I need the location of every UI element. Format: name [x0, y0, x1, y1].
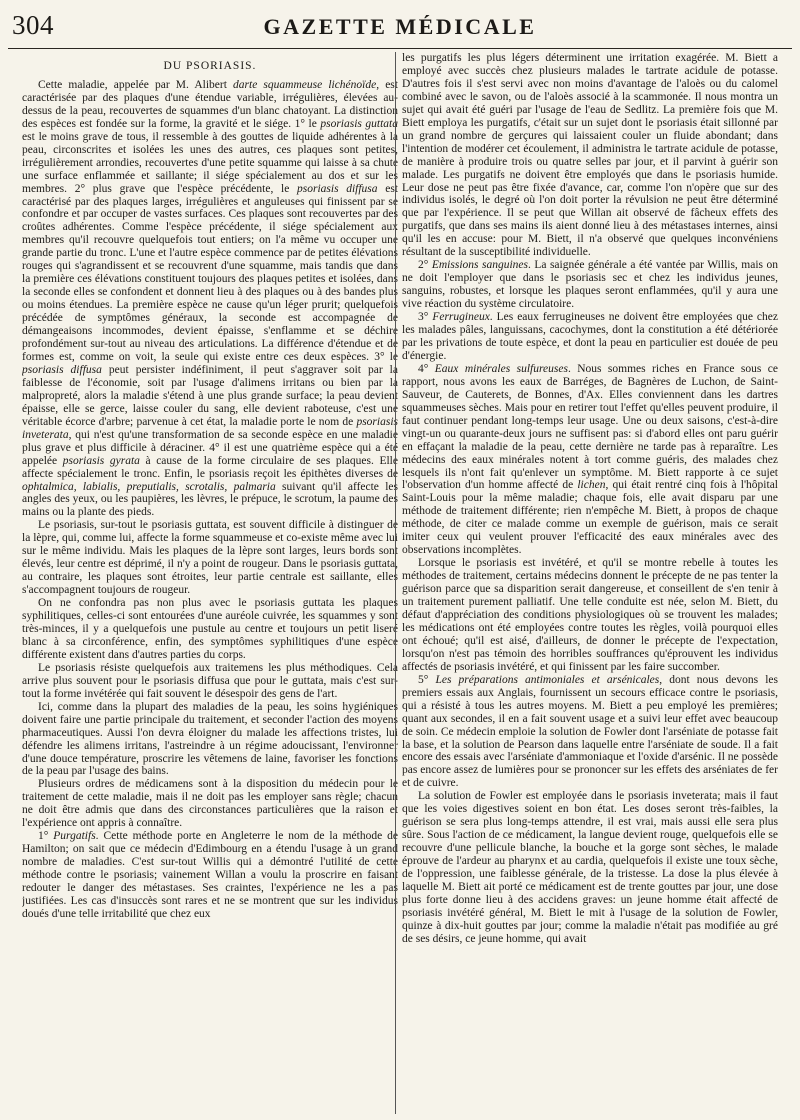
page-number: 304: [12, 10, 54, 40]
italic-term: psoriasis diffusa: [297, 182, 378, 195]
paragraph: Le psoriasis résiste quelquefois aux traitemens les plus méthodiques. Cela arrive plus souvent pour le psoriasis diffusa que pour le guttata, mais c'est sur-tout la forme invétérée qui fait souvent le désespoir des gens de l'art.: [22, 661, 398, 700]
italic-term: lichen: [577, 479, 606, 492]
left-column-body: [22, 79, 398, 921]
paragraph: Le psoriasis, sur-tout le psoriasis guttata, est souvent difficile à distinguer de la lèpre, qui, comme lui, affecte la forme squammeuse et co-existe même avec lui sur le même individu. Mais les plaques de la lèpre sont larges, leurs bords sont élevés, leur centre est déprimé, il n'y a point de rougeur. Dans le psoriasis guttata, au contraire, les plaques sont étroites, leur partie centrale est saillante, elles s'accompagnent toujours de rougeur.: [22, 519, 398, 597]
left-column: [22, 52, 398, 1114]
paragraph: Cette maladie, appelée par M. Alibert darte squammeuse lichénoïde, est caractérisée par des plaques d'une étendue variable, irrégulières, élevées au-dessus de la peau, recouvertes de squammes d'un blanc chatoyant. La distinction des espèces est fondée sur la forme, la gravité et le siége. 1° le psoriasis guttata est le moins grave de tous, il ressemble à des gouttes de liquide adhérentes à la peau, circonscrites et isolées les unes des autres, ces plaques sont petites, irrégulièrement arrondies, recouvertes d'une petite squamme qui laisse à sa chute une surface enflammée et saillante; il siége spécialement au dos et sur les membres. 2° plus grave que l'espèce précédente, le psoriasis diffusa est caractérisé par des plaques larges, irrégulières et anguleuses qui finissent par se confondre et par occuper de vastes surfaces. Ces plaques sont recouvertes par des croûtes adhérentes. Comme l'espèce précédente, il siége spécialement aux membres qu'il recouvre quelquefois tout entiers; on l'a même vu occuper une grande partie du tronc. L'une et l'autre espèce commence par de petites élévations rouges qui s'agrandissent et se recouvrent d'une squamme, mais tandis que dans la première ces élévations constituent toujours des plaques petites et isolées, dans la seconde elles se confondent et donnent lieu à des plaques ou à des bandes plus ou moins étendues. La première espèce ne cause qu'un léger prurit; quelquefois précédée de symptômes généraux, la seconde est accompagnée de démangeaisons incommodes, devient épaisse, s'enflamme et se déchire profondément sur-tout au niveau des articulations. La différence d'étendue et de formes est, comme on voit, la seule qui existe entre ces deux espèces. 3° le psoriasis diffusa peut persister indéfiniment, il peut s'aggraver soit par la faiblesse de l'économie, soit par l'usage d'alimens irritans ou bien par la malpropreté, alors la maladie s'étend à une plus grande surface; la peau devient épaisse, elle se gerce, laisse couler du sang, elle devient raboteuse, c'est une véritable écorce d'arbre; parvenue à cet état, la maladie porte le nom de psoriasis inveterata, qui n'est qu'une transformation de sa seconde espèce en une maladie plus grave et plus difficile à déraciner. 4° il est une quatrième espèce qui a été appelée psoriasis gyrata à cause de la forme circulaire de ses plaques. Elle affecte spécialement le tronc. Enfin, le psoriasis reçoit les épithètes diverses de ophtalmica, labialis, preputialis, scrotalis, palmaria suivant qu'il affecte les angles des yeux, ou les paupières, les lèvres, le prépuce, le scrotum, la paume des mains ou la plante des pieds.: [22, 78, 398, 519]
paragraph: Ici, comme dans la plupart des maladies de la peau, les soins hygiéniques doivent faire une partie principale du traitement, et seconder l'action des moyens pharmaceutiques. Aussi l'on devra éloigner du malade les affections tristes, lui défendre les alimens irritans, l'astreindre à un régime adoucissant, l'environner d'une douce température, proscrire les vêtemens de laine, favoriser les fonctions de la peau par l'usage des bains.: [22, 700, 398, 778]
paragraph: 5° Les préparations antimoniales et arsénicales, dont nous devons les premiers essais aux Anglais, fournissent un secours efficace contre le psoriasis, qui a résisté à tous les autres moyens. M. Biett a peu employé les premières; quant aux secondes, il en a fait souvent usage et a suivi leur effet avec beaucoup de soin. Ce médecin emploie la solution de Fowler dont l'arséniate de potasse fait la base, et la solution de Pearson dans laquelle entre l'arséniate de soude. Il a fait encore des essais avec l'arséniate d'ammoniaque et l'oxide d'arsénic. Il ne possède pas encore assez de lumières pour se prononcer sur les effets des arséniates de fer et de cuivre.: [402, 673, 778, 790]
paragraph: Lorsque le psoriasis est invétéré, et qu'il se montre rebelle à toutes les méthodes de traitement, certains médecins donnent le précepte de ne pas tenter la guérison parce que sa disparition serait dangereuse, et conseillent de s'en tenir à un traitement purement palliatif. Une telle conduite est née, selon M. Biett, du défaut d'appréciation des conditions physiologiques où se trouvent les malades; les médications ont été employées contre toutes les règles, voilà pourquoi elles ont échoué; qu'il est aisé, d'ailleurs, de donner le précepte de l'expectation, lorsqu'on n'est pas témoin des horribles souffrances qu'éprouvent les individus affectés de psoriasis invétéré, et qui finissent par les faire succomber.: [402, 557, 778, 673]
italic-term: Eaux minérales sulfureuses: [434, 362, 568, 375]
italic-term: psoriasis gyrata: [62, 454, 140, 467]
right-column-body: [402, 52, 778, 946]
italic-term: darte squammeuse lichénoïde: [233, 78, 377, 91]
right-column: [402, 52, 778, 1114]
italic-term: Les préparations antimoniales et arsénicales: [435, 673, 660, 686]
italic-term: ophtalmica, labialis, preputialis, scrotalis, palmaria: [22, 480, 276, 493]
paragraph: La solution de Fowler est employée dans le psoriasis inveterata; mais il faut que les voies digestives soient en bon état. Les doses seront très-faibles, la guérison se sera plus long-temps attendre, il est vrai, mais aussi elle sera plus sûre. Sous l'action de ce médicament, la langue devient rouge, quelquefois elle se recouvre d'une pellicule blanche, la bouche et la gorge sont sèches, le malade éprouve de l'ardeur au pharynx et au cardia, quelquefois il existe une toux sèche, de l'oppression, une faiblesse générale, de la tristesse. La dose la plus élevée à laquelle M. Biett ait porté ce médicament est de trente gouttes par jour, une dose plus forte donne lieu à des accidens graves: un jeune homme était affecté de psoriasis invétéré général, M. Biett le mit à l'usage de la solution de Fowler, quinze à dix-huit gouttes par jour; comme la maladie n'était pas modifiée au gré de ses désirs, ce jeune homme, qui avait: [402, 790, 778, 945]
paragraph: 3° Ferrugineux. Les eaux ferrugineuses ne doivent être employées que chez les malades pâles, languissans, cacochymes, dont la constitution a été détériorée par les privations de toute espèce, et dont la peau en particulier est douée de peu d'énergie.: [402, 311, 778, 362]
column-divider: [395, 52, 396, 1114]
header-rule: [8, 48, 792, 49]
italic-term: Emissions sanguines: [431, 259, 528, 272]
italic-term: Purgatifs: [53, 830, 96, 843]
page-header: [8, 8, 792, 44]
paragraph: les purgatifs les plus légers déterminent une irritation exagérée. M. Biett a employé avec succès chez plusieurs malades le tartrate acidule de potasse. D'autres fois il s'est servi avec non moins d'avantage de l'aloès ou du calomel combiné avec le savon, ou de l'aloès associé à la scammonée. Il nous montra un sujet qui avait été guéri par l'usage de l'eau de Sedlitz. La première fois que M. Biett employa les purgatifs, c'était sur un sujet dont le psoriasis était sillonné par un grand nombre de gerçures qui laissaient couler un fluide abondant; dans l'intention de modérer cet écoulement, il administra le tartrate acidule de potasse, de manière à produire trois ou quatre selles par jour, et il parvint à guérir son malade. Les purgatifs ne doivent être employés que dans le psoriasis humide. Leur dose ne peut pas être fixée d'avance, car, comme l'on n'opère que sur des individus isolés, le degré où l'on doit porter la révulsion ne peut être déterminé que par l'expérience. Il se peut que Willan ait observé de fâcheux effets des purgatifs, que dans ses mains ils aient donné lieu à des métastases internes, ainsi qu'il les en accuse: pour M. Biett, il n'a observé que quelques inconvéniens résultant de la susceptibilité individuelle.: [402, 52, 778, 259]
section-heading: DU PSORIASIS.: [163, 60, 257, 72]
paragraph: 4° Eaux minérales sulfureuses. Nous sommes riches en France sous ce rapport, nous avons les eaux de Barréges, de Bagnères de Luchon, de Saint-Sauveur, de Cauterets, de Bonnes, d'Ax. Elles conviennent dans les dartres squammeuses sèches. Mais pour en retirer tout l'effet qu'elles peuvent produire, il faut continuer pendant long-temps leur usage. Une ou deux saisons, c'est-à-dire vingt-un ou quarante-deux jours ne suffisent pas: si d'abord elles ont paru guérir en effaçant la maladie de la peau, cette dernière ne tarde pas à reparaître. Les médecins des eaux minérales notent à tort comme guéris, des malades chez lesquels ils n'ont fait qu'enlever un symptôme. M. Biett rapporte à ce sujet l'observation d'un homme affecté de lichen, qui était rentré cinq fois à l'hôpital Saint-Louis pour la même maladie; chaque fois, elle avait disparu par une méthode de traitement différente; rien n'empêche M. Biett, à propos de chaque méthode, de citer ce malade comme un exemple de guérison, mais ce serait imiter ceux qui veulent prouver l'efficacité des eaux minérales avec des observations incomplètes.: [402, 362, 778, 557]
paragraph: Plusieurs ordres de médicamens sont à la disposition du médecin pour le traitement de cette maladie, mais il ne doit pas les employer sans règle; chacun ne doit être admis que dans des circonstances particulières que la raison et l'expérience ont appris à connaître.: [22, 778, 398, 830]
paragraph: On ne confondra pas non plus avec le psoriasis guttata les plaques syphilitiques, celles-ci sont entourées d'une auréole cuivrée, les squammes y sont très-minces, il y a quelquefois une pustule au centre et toujours un petit liseré blanc à sa circonférence, enfin, des symptômes syphilitiques d'une espèce différente existent dans d'autres parties du corps.: [22, 597, 398, 661]
italic-term: Ferrugineux: [432, 311, 490, 324]
italic-term: psoriasis guttata: [320, 117, 398, 130]
journal-title: GAZETTE MÉDICALE: [263, 14, 537, 39]
paragraph: 1° Purgatifs. Cette méthode porte en Angleterre le nom de la méthode de Hamilton; on sait que ce médecin d'Edimbourg en a étendu l'usage à un grand nombre de maladies. C'est sur-tout Willis qui a démontré l'utilité de cette méthode contre le psoriasis; vainement Willan a voulu la proscrire en faisant redouter le danger des métastases. Ses craintes, l'expérience ne les a pas justifiées. Les cas d'insuccès sont rares et ne se montrent que sur les individus doués d'une telle irritabilité que chez eux: [22, 830, 398, 920]
paragraph: 2° Emissions sanguines. La saignée générale a été vantée par Willis, mais on ne doit l'employer que dans le psoriasis sec et chez les individus jeunes, sanguins, robustes, et lorsque les plaques seront enflammées, qu'il y aura une vive réaction du système circulatoire.: [402, 259, 778, 311]
italic-term: psoriasis diffusa: [22, 363, 102, 376]
italic-term: psoriasis inveterata: [22, 415, 398, 441]
